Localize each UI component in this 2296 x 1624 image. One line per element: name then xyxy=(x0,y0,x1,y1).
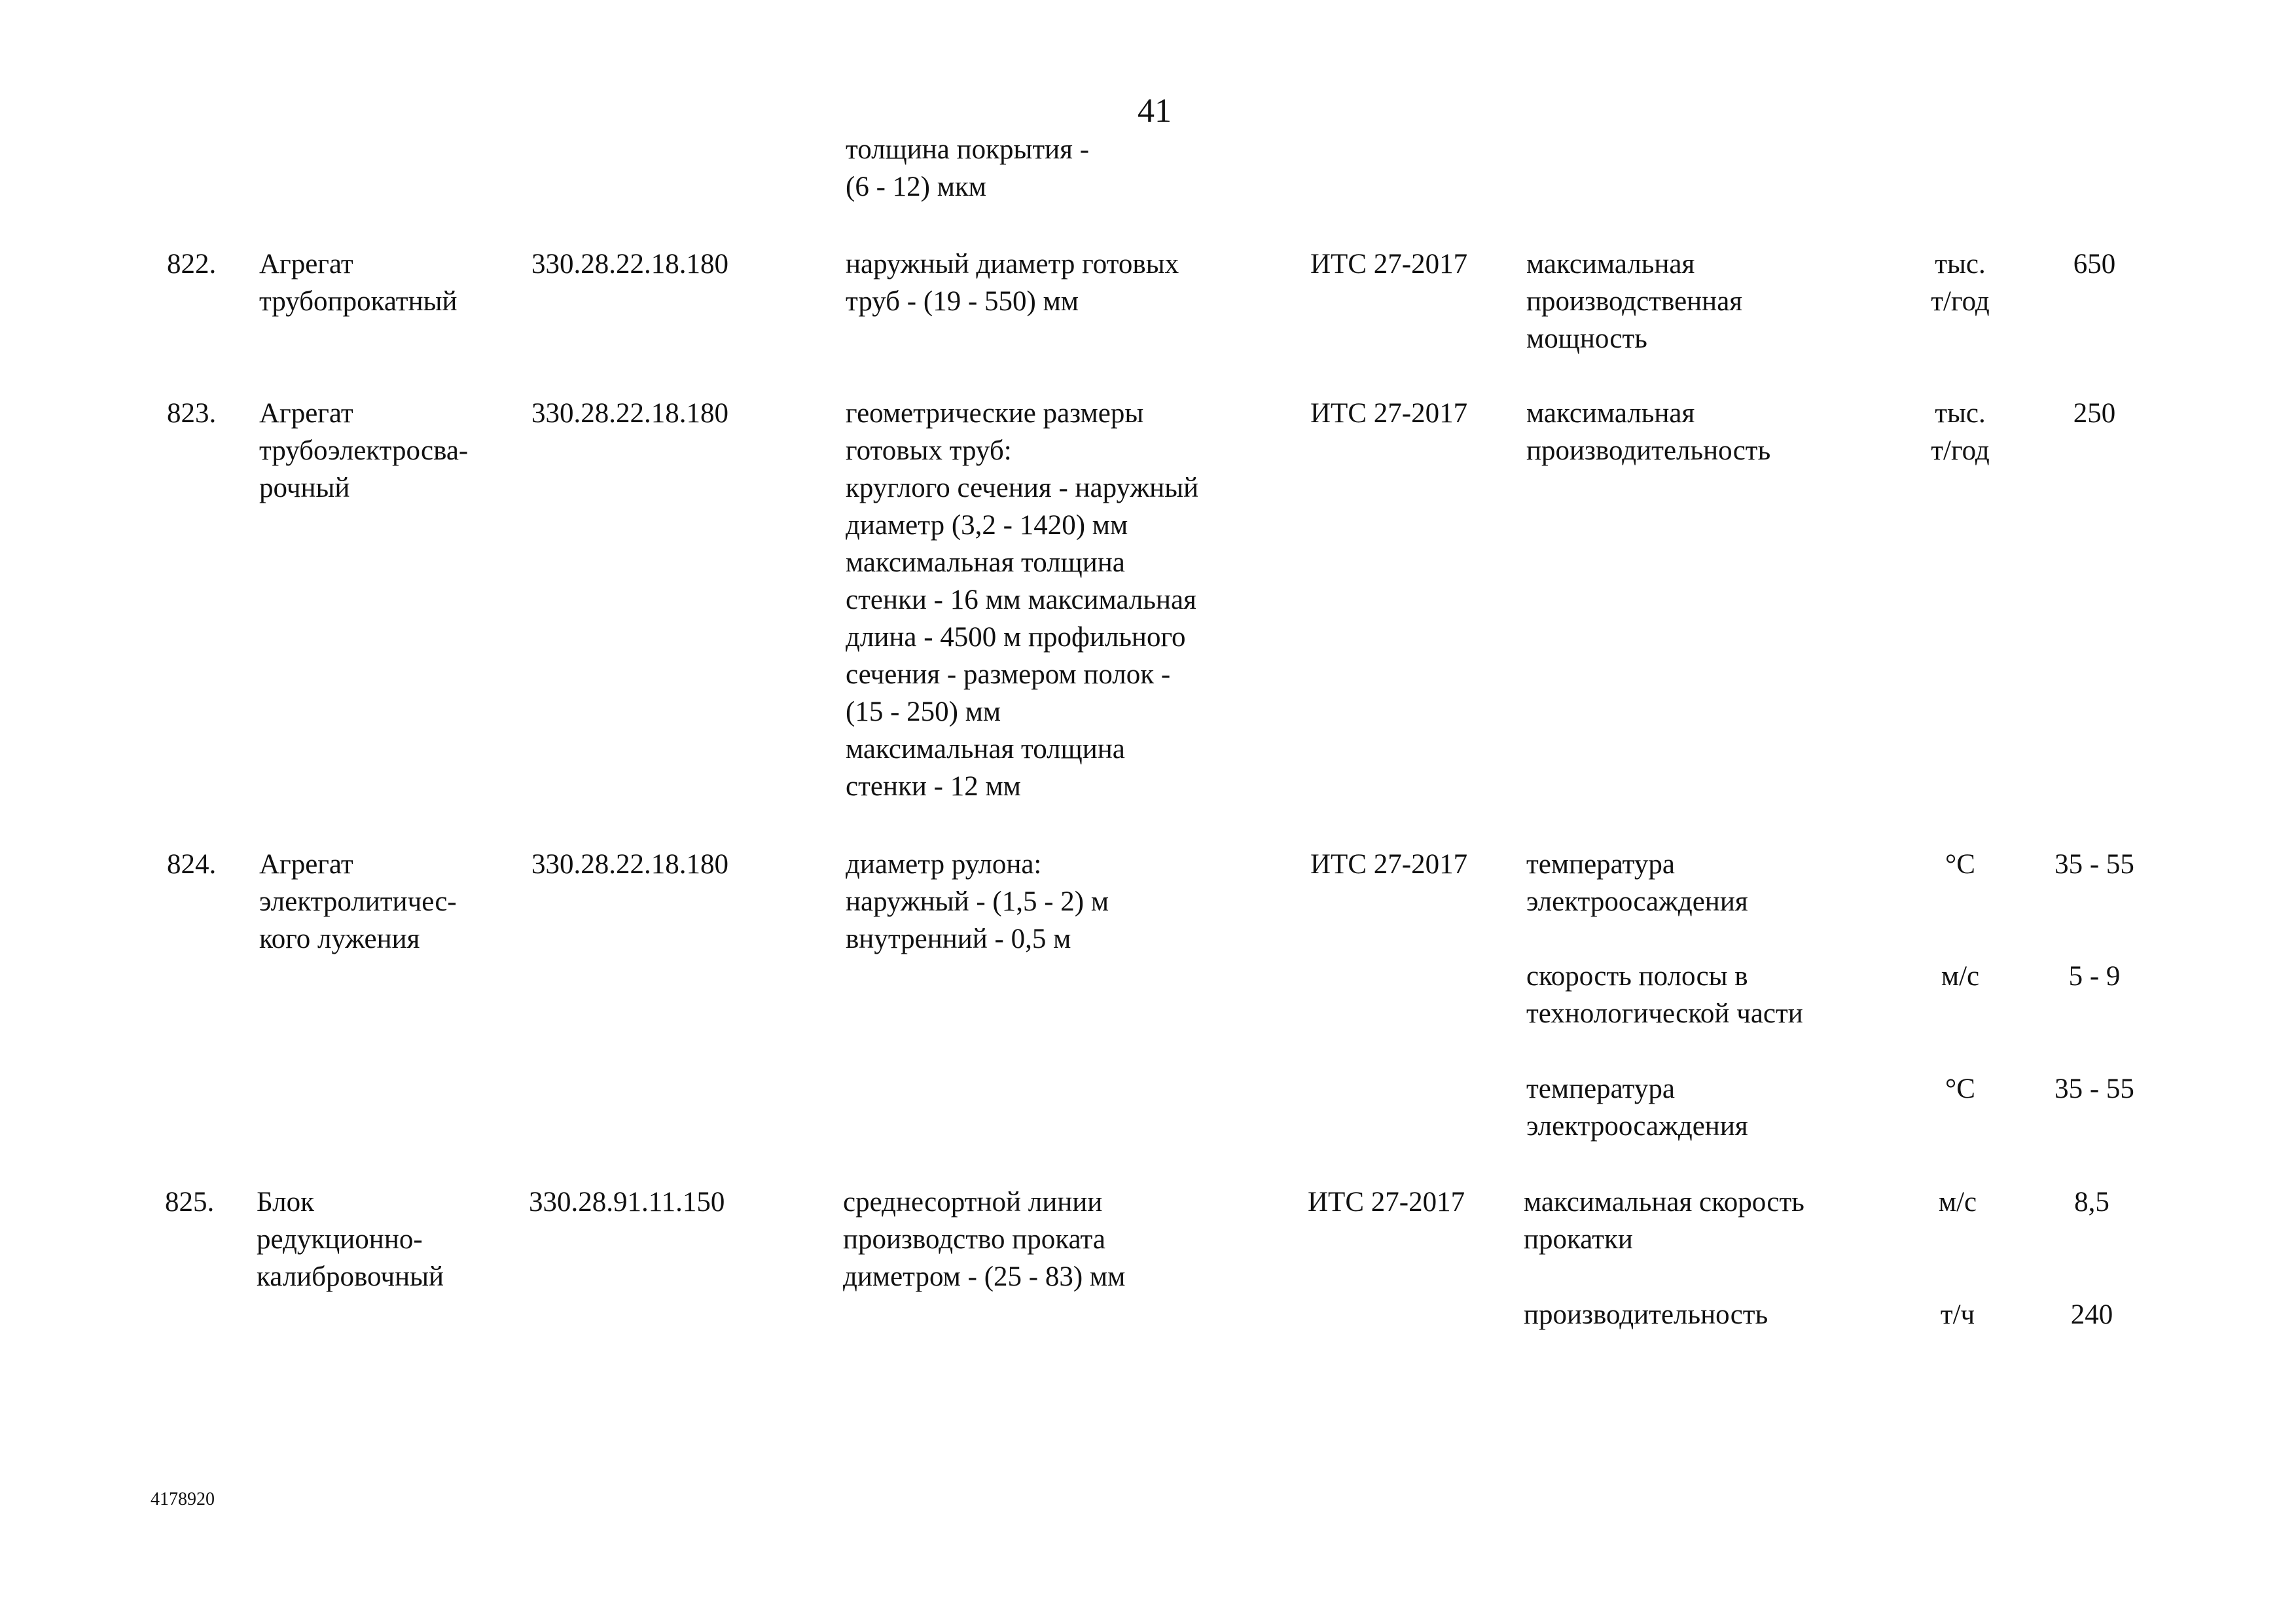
spec-line: круглого сечения - наружный xyxy=(846,473,1199,503)
equipment-name-line: Агрегат xyxy=(259,849,353,880)
spec-line: наружный диаметр готовых xyxy=(846,249,1179,280)
carryover-spec-line: (6 - 12) мкм xyxy=(846,171,987,202)
spec-line: диаметр рулона: xyxy=(846,849,1042,880)
parameter-name-line: максимальная xyxy=(1526,249,1695,280)
parameter-unit: т/год xyxy=(1931,286,1990,317)
equipment-name-line: трубоэлектросва- xyxy=(259,435,469,466)
row-number: 824. xyxy=(167,849,217,880)
parameter-value: 650 xyxy=(2073,249,2116,280)
equipment-name-line: электролитичес- xyxy=(259,886,457,917)
parameter-unit: м/с xyxy=(1938,1187,1977,1218)
okpd-code: 330.28.22.18.180 xyxy=(531,398,728,429)
parameter-name-line: производительность xyxy=(1526,435,1771,466)
spec-line: наружный - (1,5 - 2) м xyxy=(846,886,1109,917)
okpd-code: 330.28.22.18.180 xyxy=(531,849,728,880)
parameter-name-line: скорость полосы в xyxy=(1526,961,1748,992)
standard-reference: ИТС 27-2017 xyxy=(1310,849,1468,880)
parameter-value: 240 xyxy=(2070,1299,2113,1330)
standard-reference: ИТС 27-2017 xyxy=(1310,249,1468,280)
parameter-unit: т/ч xyxy=(1940,1299,1975,1330)
carryover-spec-line: толщина покрытия - xyxy=(846,134,1090,165)
spec-line: (15 - 250) мм xyxy=(846,696,1001,727)
standard-reference: ИТС 27-2017 xyxy=(1310,398,1468,429)
spec-line: готовых труб: xyxy=(846,435,1012,466)
parameter-name-line: производственная xyxy=(1526,286,1743,317)
equipment-name-line: Блок xyxy=(257,1187,314,1218)
spec-line: диаметр (3,2 - 1420) мм xyxy=(846,510,1128,541)
equipment-name-line: Агрегат xyxy=(259,398,353,429)
parameter-name-line: максимальная xyxy=(1526,398,1695,429)
document-code: 4178920 xyxy=(151,1489,215,1509)
parameter-value: 5 - 9 xyxy=(2068,961,2121,992)
spec-line: диметром - (25 - 83) мм xyxy=(843,1261,1126,1292)
spec-line: стенки - 12 мм xyxy=(846,771,1021,802)
spec-line: длина - 4500 м профильного xyxy=(846,622,1186,653)
parameter-name-line: электроосаждения xyxy=(1526,1111,1748,1142)
parameter-unit: тыс. xyxy=(1935,249,1986,280)
parameter-name-line: температура xyxy=(1526,1074,1675,1104)
parameter-unit: м/с xyxy=(1941,961,1980,992)
parameter-name-line: прокатки xyxy=(1524,1224,1633,1255)
equipment-name-line: трубопрокатный xyxy=(259,286,457,317)
parameter-unit: °С xyxy=(1945,849,1975,880)
parameter-unit: т/год xyxy=(1931,435,1990,466)
spec-line: стенки - 16 мм максимальная xyxy=(846,585,1196,615)
page-number: 41 xyxy=(1138,92,1172,130)
parameter-value: 35 - 55 xyxy=(2054,849,2134,880)
parameter-unit: тыс. xyxy=(1935,398,1986,429)
equipment-name-line: редукционно- xyxy=(257,1224,423,1255)
parameter-name-line: температура xyxy=(1526,849,1675,880)
parameter-value: 35 - 55 xyxy=(2054,1074,2134,1104)
spec-line: максимальная толщина xyxy=(846,547,1125,578)
parameter-unit: °С xyxy=(1945,1074,1975,1104)
parameter-name-line: мощность xyxy=(1526,323,1647,354)
parameter-name-line: производительность xyxy=(1524,1299,1768,1330)
equipment-name-line: калибровочный xyxy=(257,1261,444,1292)
spec-line: максимальная толщина xyxy=(846,734,1125,765)
okpd-code: 330.28.22.18.180 xyxy=(531,249,728,280)
parameter-name-line: электроосаждения xyxy=(1526,886,1748,917)
standard-reference: ИТС 27-2017 xyxy=(1308,1187,1465,1218)
row-number: 823. xyxy=(167,398,217,429)
spec-line: внутренний - 0,5 м xyxy=(846,924,1071,954)
equipment-name-line: кого лужения xyxy=(259,924,420,954)
spec-line: труб - (19 - 550) мм xyxy=(846,286,1079,317)
equipment-name-line: Агрегат xyxy=(259,249,353,280)
row-number: 822. xyxy=(167,249,217,280)
parameter-value: 250 xyxy=(2073,398,2116,429)
spec-line: среднесортной линии xyxy=(843,1187,1103,1218)
spec-line: производство проката xyxy=(843,1224,1105,1255)
parameter-name-line: технологической части xyxy=(1526,998,1803,1029)
spec-line: сечения - размером полок - xyxy=(846,659,1171,690)
spec-line: геометрические размеры xyxy=(846,398,1144,429)
equipment-name-line: рочный xyxy=(259,473,350,503)
parameter-value: 8,5 xyxy=(2074,1187,2109,1218)
parameter-name-line: максимальная скорость xyxy=(1524,1187,1804,1218)
row-number: 825. xyxy=(165,1187,215,1218)
okpd-code: 330.28.91.11.150 xyxy=(529,1187,725,1218)
